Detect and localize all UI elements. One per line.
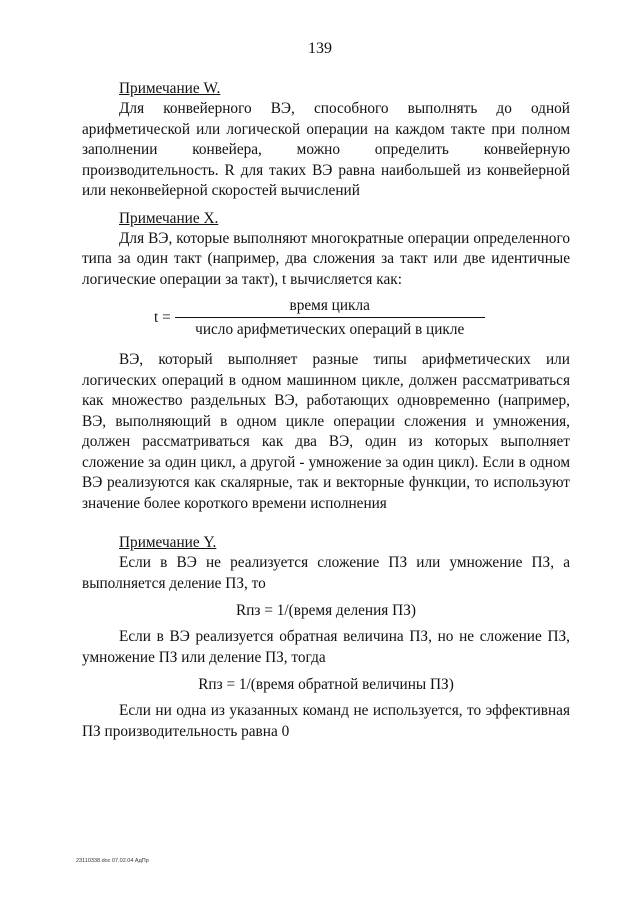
fraction-bar [175, 317, 485, 318]
note-y-text-2: Если в ВЭ реализуется обратная величина ПЗ, но не сложение ПЗ, умножение ПЗ или деление ПЗ, тогда [82, 628, 570, 666]
note-w-text: Для конвейерного ВЭ, способного выполнять до одной арифметической или логической операции на каждом такте при полном заполнении конвейера, можно определить конвейерную производительность. R для таких ВЭ равна наибольшей из конвейерной или неконвейерной скоростей вычислений [82, 100, 570, 199]
cycle-time-formula [154, 296, 570, 340]
note-y-formula-2: Rпз = 1/(время обратной величины ПЗ) [198, 676, 454, 693]
formula-fraction [175, 296, 485, 340]
note-y-formula-1: Rпз = 1/(время деления ПЗ) [236, 602, 416, 619]
note-x-text-2: ВЭ, который выполняет разные типы арифметических или логических операций в одном машинном цикле, должен рассматриваться как множество раздельных ВЭ, работающих одновременно (например, ВЭ, выполняющий в одном цикле операции сложения и умножения, должен рассматриваться как два ВЭ, один из которых выполняет сложение за один цикл, а другой - умножение за один цикл). Если в одном ВЭ реализуются как скалярные, так и векторные функции, то используют значение более короткого времени исполнения [82, 351, 570, 512]
note-y-heading: Примечание Y. [119, 534, 217, 551]
formula-denominator: число арифметических операций в цикле [195, 321, 465, 338]
note-y-text-3: Если ни одна из указанных команд не используется, то эффективная ПЗ производительность равна 0 [82, 702, 570, 740]
note-w-heading: Примечание W. [119, 80, 221, 97]
formula-lhs: t = [154, 309, 171, 326]
page-number: 139 [308, 40, 332, 57]
document-footer: 23110338.doc 07.02.04 АдПр [76, 858, 149, 864]
note-x-text: Для ВЭ, которые выполняют многократные операции определенного типа за один такт (например, два сложения за такт или две идентичные логические операции за такт), t вычисляется как: [82, 229, 570, 288]
formula-numerator: время цикла [289, 297, 370, 314]
note-y-text-1: Если в ВЭ не реализуется сложение ПЗ или умножение ПЗ, а выполняется деление ПЗ, то [82, 554, 570, 592]
document-body [82, 78, 570, 742]
note-x-heading: Примечание X. [119, 209, 219, 227]
